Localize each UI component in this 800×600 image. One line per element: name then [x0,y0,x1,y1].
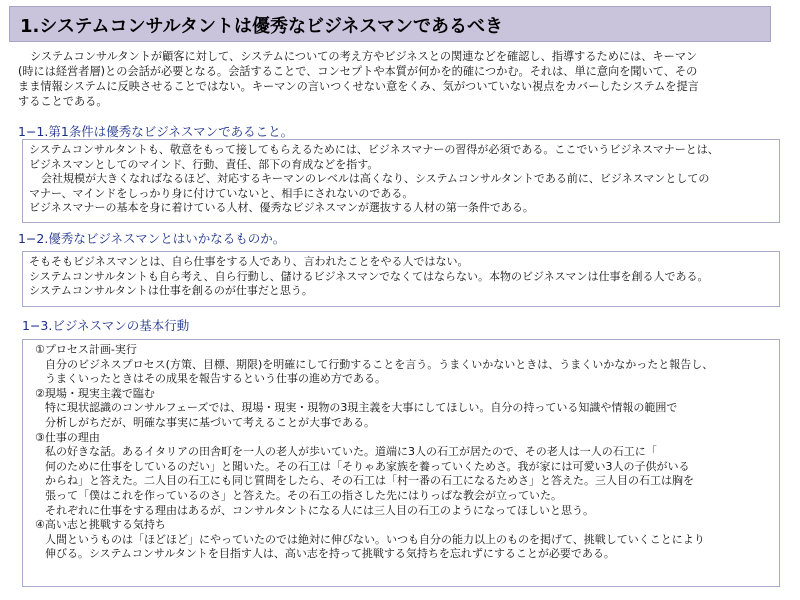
intro-line: システムコンサルタントが顧客に対して、システムについての考え方やビジネスとの関連などを確認し、指導するためには、キーマン [30,50,698,63]
section-line: マナー、マインドをしっかり身に付けていないと、相手にされないのである。 [29,186,414,200]
intro-paragraph [18,49,778,109]
section-box-1-1 [22,139,780,223]
intro-line: (時には経営者層)との会話が必要となる。会話することで、コンセプトや本質が何かを的確につかむ。それは、単に意向を聞いて、その [18,65,698,78]
section-line: そもそもビジネスマンとは、自ら仕事をする人であり、言われたことをやる人ではない。 [29,255,469,268]
section-line: システムコンサルタントは仕事を創るのが仕事だと思う。 [29,284,313,298]
page-title: 1.システムコンサルタントは優秀なビジネスマンであるべき [20,16,504,37]
item-line: 何のために仕事をしているのだい」と聞いた。その石工は「そりゃあ家族を養っていくためさ。我が家には可愛い3人の子供がいる [45,459,690,473]
item-line: 特に現状認識のコンサルフェーズでは、現場・現実・現物の3現主義を大事にしてほしい。自分の持っている知識や情報の範囲で [45,401,678,415]
section-box-1-3 [22,339,780,587]
item-heading: ①プロセス計画-実行 [35,343,137,356]
section-line: 会社規模が大きくなればなるほど、対応するキーマンのレベルは高くなり、システムコンサルタントである前に、ビジネスマンとしての [41,172,710,186]
item-heading: ②現場・現実主義で臨む [35,386,155,400]
item-line: からね」と答えた。二人目の石工にも同じ質問をしたら、その石工は「村一番の石工になるためさ」と答えた。三人目の石工は胸を [45,474,694,488]
section-line: システムコンサルタントも自ら考え、自ら行動し、儲けるビジネスマンでなくてはならない。本物のビジネスマンは仕事を創る人である。 [29,269,709,283]
item-heading: ④高い志と挑戦する気持ち [35,518,166,532]
item-heading: ③仕事の理由 [35,430,100,444]
title-bar [9,6,771,42]
item-line: うまくいったときはその成果を報告するという仕事の進め方である。 [45,372,386,386]
section-line: システムコンサルタントも、敬意をもって接してもらえるためには、ビジネスマナーの習得が必須である。ここでいうビジネスマナーとは、 [29,143,719,156]
item-line: 人間というものは「ほどほど」にやっていたのでは絶対に伸びない。いつも自分の能力以上のものを掲げて、挑戦していくことにより [45,532,705,546]
item-line: 伸びる。システムコンサルタントを目指す人は、高い志を持って挑戦する気持ちを忘れずにすることが必要である。 [45,547,615,561]
item-line: それぞれに仕事をする理由はあるが、コンサルタントになる人には三人目の石工のようになってほしいと思う。 [45,503,595,517]
section-heading-1-2: 1−2.優秀なビジネスマンとはいかなるものか。 [18,231,286,246]
item-line: 私の好きな話。あるイタリアの田舎町を一人の老人が歩いていた。道端に3人の石工が居たので、その老人は一人の石工に「 [45,445,657,459]
section-heading-1-1: 1−1.第1条件は優秀なビジネスマンであること。 [18,124,294,139]
section-line: ビジネスマンとしてのマインド、行動、責任、部下の育成などを指す。 [29,157,379,171]
item-line: 張って「僕はこれを作っているのさ」と答えた。その石工の指さした先にはりっぱな教会が立っていた。 [45,488,562,502]
section-heading-1-3: 1−3.ビジネスマンの基本行動 [22,318,190,333]
section-box-1-2 [22,251,780,307]
intro-line: することである。 [18,95,108,108]
intro-line: まま情報システムに反映させることではない。キーマンの言いつくせない意をくみ、気がついていない視点をカバーしたシステムを提言 [18,80,699,93]
section-line: ビジネスマナーの基本を身に着けている人材、優秀なビジネスマンが選抜する人材の第一条件である。 [29,201,534,215]
item-line: 分析しがちだが、明確な事実に基づいて考えることが大事である。 [45,415,375,429]
item-line: 自分のビジネスプロセス(方策、目標、期限)を明確にして行動することを言う。うまくいかないときは、うまくいかなかったと報告し、 [45,357,714,371]
